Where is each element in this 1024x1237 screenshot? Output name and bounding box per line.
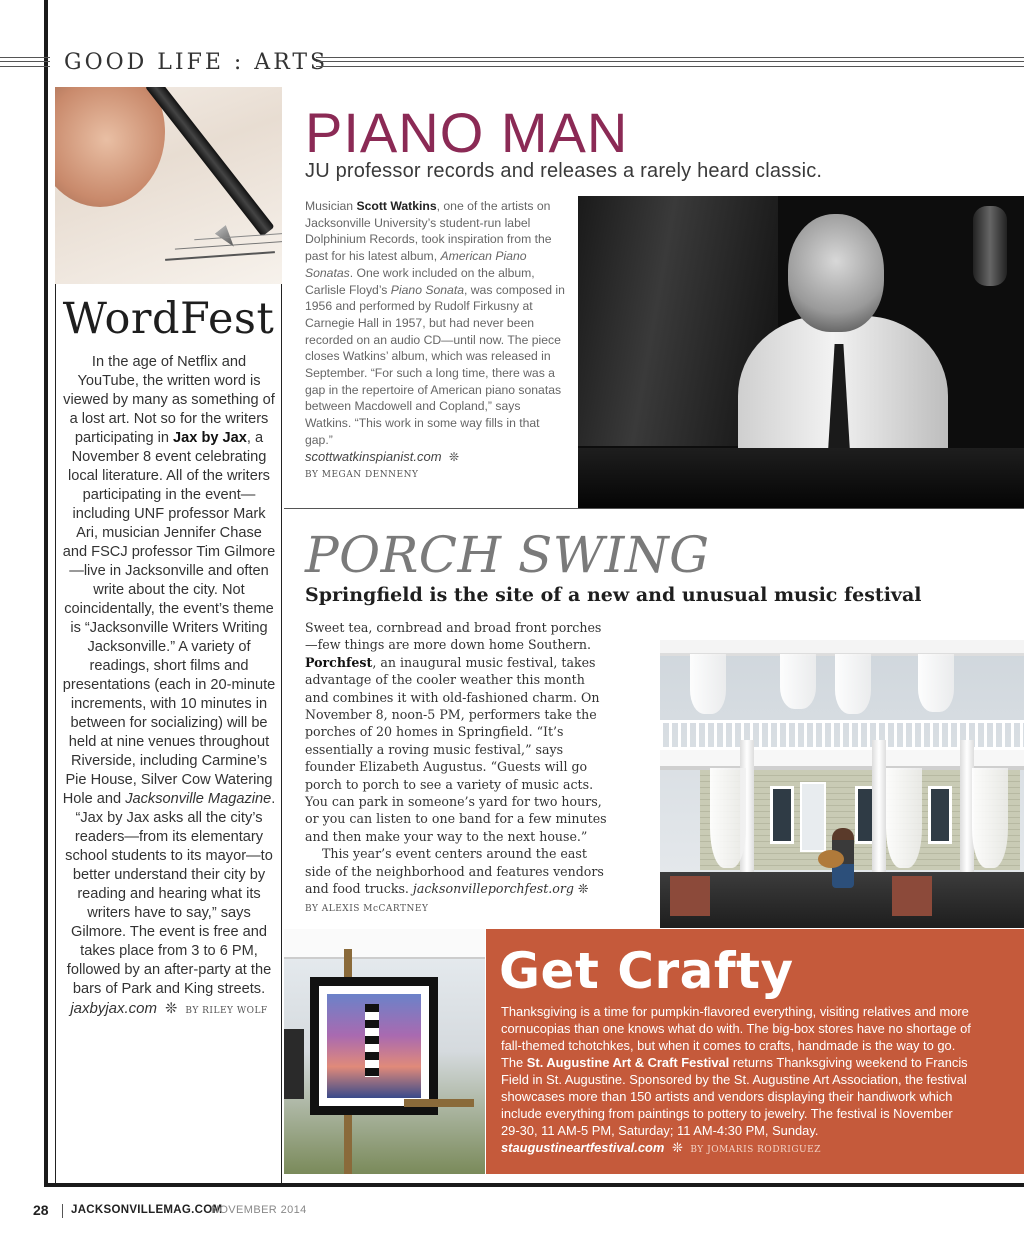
framed-painting-shape (310, 977, 438, 1115)
curtain-shape (918, 654, 954, 712)
curtain-shape (710, 768, 746, 868)
tent-shape (284, 929, 485, 959)
curtain-shape (886, 768, 922, 868)
side-painting-shape (284, 1029, 304, 1099)
footer-issue-date: NOVEMBER 2014 (211, 1204, 307, 1216)
window-shape (770, 786, 794, 844)
crafty-url[interactable]: staugustineartfestival.com (501, 1140, 665, 1155)
piano-url[interactable]: scottwatkinspianist.com (305, 448, 442, 464)
brick-pillar-shape (892, 876, 932, 916)
wordfest-event-name: Jax by Jax (173, 430, 247, 446)
piano-keys-shape (578, 448, 1024, 508)
crafty-credit: BY JOMARIS RODRIGUEZ (690, 1145, 821, 1155)
section-header (0, 48, 1024, 78)
easel-base-shape (404, 1099, 474, 1107)
pianist-head-shape (788, 214, 884, 332)
door-shape (800, 782, 826, 852)
wordfest-text: , a November 8 event celebrating local literature. All of the writers participating in the event—including UNF professor Mark Ari, musician Jennifer Chase and FSCJ professor Tim Gilmore—live in Jacksonville and often write about the city. Not coincidentally, the event’s theme is “Jacksonville Writers Writing Jacksonville.” A variety of readings, short films and presentations (each in 20-minute increments, with 10 minutes in between for socializing) will be held at nine venues throughout Riverside, including Carmine’s Pie House, Silver Cow Watering Hole and (62, 430, 276, 807)
piano-man-subtitle: JU professor records and releases a rarely heard classic. (305, 160, 823, 182)
section-label: GOOD LIFE : ARTS (64, 50, 329, 75)
wordfest-article (62, 353, 276, 1021)
footer-separator (62, 1204, 63, 1218)
page-frame-left (44, 0, 48, 1186)
microphone-shape (973, 206, 1007, 286)
end-mark-icon: ❊ (671, 1140, 683, 1155)
piano-text: , one of the artists on Jacksonville University’s student-run label Dolphinium Records, took inspiration from the past for his latest album, (305, 199, 552, 264)
fountain-pen-photo (55, 87, 282, 284)
porch-house-photo (660, 640, 1024, 928)
curtain-shape (835, 654, 871, 714)
wordfest-magazine-name: Jacksonville Magazine (125, 791, 272, 807)
porch-paragraph-2 (305, 845, 612, 897)
handwriting-shape (165, 251, 275, 261)
wordfest-credit: BY RILEY WOLF (185, 1006, 268, 1016)
porch-text: , an inaugural music festival, takes advantage of the cooler weather this month and combines it with old-fashioned charm. On November 8, noon-5 PM, performers take the porches of 20 homes in Springfield. “It’s essentially a roving music festival,” says founder Elizabeth Augustus. “Guests will go porch to porch to see a variety of music acts. You can park in someone’s yard for two hours, or you can listen to one band for a few minutes and then make your way to the next house.” (305, 654, 607, 844)
crafty-text: Thanksgiving is a time for pumpkin-flavored everything, visiting relatives and more cornucopias than one knows what do with. The big-box stores have no shortage of fall-themed tchotchkes, but when it comes to crafts, handmade is the way to go. The (501, 1004, 971, 1070)
page-frame-bottom (44, 1183, 1024, 1187)
porch-swing-subtitle: Springfield is the site of a new and unusual music festival (305, 584, 922, 606)
footer-site[interactable]: JACKSONVILLEMAG.COM (71, 1204, 223, 1216)
page-number: 28 (33, 1202, 49, 1218)
end-mark-icon: ❊ (448, 449, 460, 464)
end-mark-icon: ❊ (577, 881, 589, 897)
pen-shape (145, 87, 275, 237)
curtain-shape (780, 654, 816, 709)
wordfest-url[interactable]: jaxbyjax.com (70, 1000, 158, 1017)
painting-mat-shape (319, 986, 429, 1106)
porch-credit: BY ALEXIS McCARTNEY (305, 903, 429, 914)
wordfest-text: . “Jax by Jax asks all the city’s readers—from its elementary school students to its mayor—to better understand their city by reading and hearing what its writers have to say,” says Gilmore. The event is free and takes place from 3 to 6 PM, followed by an after-party at the bars of Park and King streets. (65, 791, 276, 997)
piano-credit: BY MEGAN DENNENY (305, 470, 419, 481)
piano-man-title: PIANO MAN (305, 101, 629, 164)
porch-fest-name: Porchfest (305, 654, 373, 670)
window-shape (928, 786, 952, 844)
porch-text: This year’s event centers around the east side of the neighborhood and features vendors and food trucks. (305, 846, 604, 897)
wordfest-text: In the age of Netflix and YouTube, the written word is viewed by many as something of a lost art. Not so for the writers participating in (63, 354, 275, 446)
brick-pillar-shape (670, 876, 710, 916)
piano-text: , was composed in 1956 and performed by Rudolf Firkusny at Carnegie Hall in 1957, but had never been recorded on an audio CD—until now. The piece closes Watkins’ album, which was released in September. “For such a long time, there was a gap in the repertoire of American piano sonatas between Macdowell and Copland,” says Watkins. “This work in some way fills in that gap.” (305, 282, 565, 447)
pen-nib-shape (215, 225, 240, 251)
piano-artist-name: Scott Watkins (356, 199, 437, 213)
wordfest-title: WordFest (62, 294, 275, 344)
art-festival-photo (284, 929, 485, 1174)
page-footer (0, 1202, 1024, 1222)
piano-album-name: American Piano Sonatas (305, 249, 527, 280)
piano-text: Musician (305, 199, 357, 213)
lighthouse-painting-shape (327, 994, 421, 1098)
end-mark-icon: ❊ (165, 1001, 178, 1017)
piano-work-name: Piano Sonata (390, 282, 464, 297)
get-crafty-title: Get Crafty (499, 942, 794, 1000)
hand-shape (55, 87, 165, 207)
guitar-shape (818, 850, 844, 868)
porch-swing-article (305, 619, 612, 918)
get-crafty-article (501, 1003, 971, 1159)
curtain-shape (690, 654, 726, 714)
section-rule-left (0, 57, 50, 67)
porch-text: Sweet tea, cornbread and broad front porches—few things are more down home Southern. (305, 620, 602, 653)
porch-url[interactable]: jacksonvilleporchfest.org (412, 881, 574, 897)
piano-man-article (305, 198, 567, 484)
article-divider (284, 508, 1024, 509)
lighthouse-shape (365, 1004, 379, 1077)
section-rule-right (316, 57, 1024, 67)
porch-swing-title: PORCH SWING (305, 526, 710, 584)
curtain-shape (972, 768, 1008, 868)
pianist-photo (578, 196, 1024, 508)
crafty-text: returns Thanksgiving weekend to Francis Field in St. Augustine. Sponsored by the St. Augustine Art Association, the festival showcases more than 150 artists and vendors displaying their handiwork which include everything from paintings to pottery to jewelry. The festival is November 29-30, 11 AM-5 PM, Saturday; 11 AM-4:30 PM, Sunday. (501, 1055, 968, 1138)
piano-text: . One work included on the album, Carlisle Floyd’s (305, 265, 535, 297)
porch-column-shape (872, 740, 886, 880)
crafty-fest-name: St. Augustine Art & Craft Festival (526, 1055, 730, 1070)
